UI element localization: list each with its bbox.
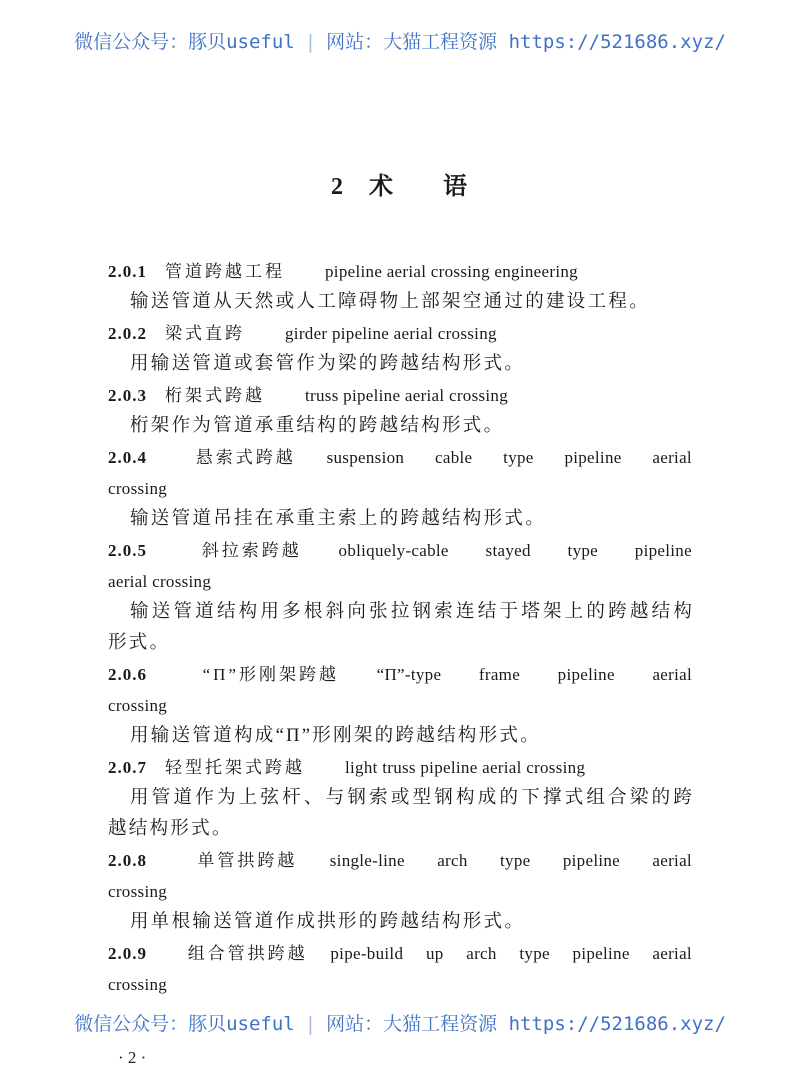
definition-char: 构: [673, 602, 692, 622]
term-heading: [108, 380, 692, 411]
term-entry: [108, 535, 692, 659]
definition-char: 多: [282, 602, 301, 622]
term-english: girder pipeline aerial crossing: [285, 324, 497, 343]
term-english-continued: crossing: [108, 696, 168, 715]
definition-char: 管: [151, 788, 171, 808]
definition-char: 弦: [260, 788, 279, 808]
term-definition: 用输送管道或套管作为梁的跨越结构形式。: [130, 354, 526, 374]
term-definition: [108, 597, 692, 628]
definition-char: 用: [130, 788, 149, 808]
definition-char: 的: [499, 788, 518, 808]
definition-char: 塔: [521, 602, 540, 622]
term-entry: [108, 442, 692, 535]
definition-char: 的: [651, 788, 671, 808]
definition-char: 组: [586, 788, 605, 808]
watermark-bottom: [0, 1012, 800, 1036]
definition-char: 式: [564, 788, 584, 808]
term-definition: 输送管道吊挂在承重主索上的跨越结构形式。: [130, 509, 547, 529]
term-english-word: pipeline: [634, 541, 692, 560]
term-heading: [108, 752, 692, 783]
term-chinese: 梁式直跨: [165, 324, 245, 343]
term-english-word: pipeline: [557, 665, 615, 684]
definition-char: 型: [412, 788, 432, 808]
term-english-word: cable: [435, 448, 473, 467]
term-chinese: 斜拉索跨越: [201, 541, 302, 560]
term-definition: 桁架作为管道承重结构的跨越结构形式。: [130, 416, 505, 436]
term-english: pipeline aerial crossing engineering: [325, 262, 578, 281]
term-english-word: aerial: [652, 448, 692, 467]
watermark-text: 网站：大猫工程资源 https://521686.xyz/: [326, 1013, 726, 1035]
watermark-text: 微信公众号：豚贝useful: [74, 1013, 295, 1035]
term-heading: [108, 318, 692, 349]
term-number: 2.0.6: [108, 665, 147, 684]
term-english-word: type: [567, 541, 599, 560]
definition-char: 或: [390, 788, 410, 808]
term-chinese: 单管拱跨越: [197, 851, 298, 870]
definition-char: 索: [369, 788, 388, 808]
term-heading: [108, 442, 692, 473]
term-heading: [108, 845, 692, 876]
definition-char: 撑: [542, 788, 562, 808]
term-english-word: obliquely-cable: [338, 541, 449, 560]
definition-char: 构: [238, 602, 258, 622]
definition-char: 结: [216, 602, 236, 622]
term-number: 2.0.3: [108, 386, 147, 405]
definition-char: 索: [434, 602, 453, 622]
term-english-word: suspension: [326, 448, 405, 467]
definition-char: 连: [456, 602, 475, 622]
definition-char: 上: [238, 788, 258, 808]
definition-char: 根: [303, 602, 323, 622]
term-entry: [108, 380, 692, 442]
term-english-word: type: [500, 851, 531, 870]
term-definition: 输送管道从天然或人工障碍物上部架空通过的建设工程。: [130, 292, 651, 312]
definition-char: 的: [586, 602, 605, 622]
definition-char: 斜: [325, 602, 345, 622]
definition-char: 梁: [629, 788, 649, 808]
term-chinese: 桁架式跨越: [165, 386, 265, 405]
chapter-number: 2: [331, 174, 345, 200]
definition-char: 于: [499, 602, 518, 622]
term-heading: [108, 256, 692, 287]
term-english-word: up: [425, 944, 444, 963]
definition-char: 跨: [673, 788, 692, 808]
definition-char: 跨: [608, 602, 627, 622]
definition-char: 结: [477, 602, 497, 622]
definition-char: 拉: [390, 602, 410, 622]
term-number: 2.0.7: [108, 758, 147, 777]
definition-char: 越: [629, 602, 649, 622]
definition-char: 用: [260, 602, 279, 622]
definition-char: 道: [195, 602, 214, 622]
definition-char: 钢: [434, 788, 453, 808]
term-english-word: pipe-build: [330, 944, 404, 963]
definition-char: 上: [564, 602, 584, 622]
term-english-word: type: [503, 448, 534, 467]
term-entry: [108, 938, 692, 1000]
term-english-word: single-line: [329, 851, 405, 870]
term-number: 2.0.8: [108, 851, 147, 870]
term-english-word: pipeline: [572, 944, 630, 963]
term-number: 2.0.2: [108, 324, 147, 343]
definition-char: 架: [542, 602, 562, 622]
definition-char: 钢: [347, 788, 366, 808]
term-definition: 形式。: [108, 633, 171, 653]
definition-char: 向: [347, 602, 366, 622]
term-english-word: “Π”-type: [376, 665, 442, 684]
term-chinese: “Π”形刚架跨越: [202, 665, 339, 684]
definition-char: 成: [477, 788, 497, 808]
definition-char: 构: [456, 788, 475, 808]
term-entry: [108, 845, 692, 938]
term-english: truss pipeline aerial crossing: [305, 386, 509, 405]
term-english-continued: crossing: [108, 975, 168, 994]
term-english-word: aerial: [652, 665, 692, 684]
definition-char: 结: [651, 602, 671, 622]
term-definition: 越结构形式。: [108, 819, 233, 839]
definition-char: 管: [173, 602, 192, 622]
term-heading: [108, 535, 692, 566]
chapter-title-char: 语: [443, 174, 469, 200]
term-english-word: aerial: [652, 851, 692, 870]
chapter-title-char: 术: [369, 174, 395, 200]
term-english-continued: crossing: [108, 882, 168, 901]
term-number: 2.0.1: [108, 262, 147, 281]
definition-char: 杆: [282, 788, 301, 808]
term-entry: [108, 318, 692, 380]
term-chinese: 悬索式跨越: [195, 448, 296, 467]
term-definition: [108, 783, 692, 814]
definition-char: 为: [216, 788, 236, 808]
term-entry: [108, 752, 692, 845]
term-number: 2.0.4: [108, 448, 147, 467]
definition-char: 、: [303, 788, 323, 808]
watermark-top: [0, 30, 800, 54]
definition-char: 张: [369, 602, 388, 622]
chapter-title: [0, 166, 800, 201]
term-english: light truss pipeline aerial crossing: [345, 758, 586, 777]
term-english-word: type: [519, 944, 550, 963]
definition-char: 送: [151, 602, 171, 622]
definition-char: 合: [608, 788, 627, 808]
term-definition: 用输送管道构成“Π”形刚架的跨越结构形式。: [130, 726, 542, 746]
definition-char: 道: [173, 788, 192, 808]
definition-char: 下: [521, 788, 540, 808]
term-english-word: frame: [478, 665, 521, 684]
term-english-word: arch: [466, 944, 497, 963]
term-entry: [108, 256, 692, 318]
definition-char: 钢: [412, 602, 432, 622]
term-english-continued: aerial crossing: [108, 572, 212, 591]
term-english-word: pipeline: [564, 448, 622, 467]
term-english-word: stayed: [485, 541, 531, 560]
term-chinese: 管道跨越工程: [165, 262, 285, 281]
term-english-word: pipeline: [562, 851, 621, 870]
definition-char: 输: [130, 602, 149, 622]
term-english-continued: crossing: [108, 479, 168, 498]
watermark-separator: |: [304, 31, 317, 53]
term-number: 2.0.5: [108, 541, 147, 560]
term-heading: [108, 938, 692, 969]
watermark-text: 网站：大猫工程资源 https://521686.xyz/: [326, 31, 726, 53]
definition-char: 作: [195, 788, 214, 808]
term-chinese: 组合管拱跨越: [187, 944, 308, 963]
term-heading: [108, 659, 692, 690]
term-english-word: arch: [437, 851, 468, 870]
terms-list: [108, 256, 692, 1000]
definition-char: 与: [325, 788, 345, 808]
watermark-separator: |: [304, 1013, 317, 1035]
term-definition: 用单根输送管道作成拱形的跨越结构形式。: [130, 912, 526, 932]
term-chinese: 轻型托架式跨越: [165, 758, 305, 777]
term-number: 2.0.9: [108, 944, 147, 963]
term-entry: [108, 659, 692, 752]
watermark-text: 微信公众号：豚贝useful: [74, 31, 295, 53]
term-english-word: aerial: [652, 944, 692, 963]
page-number: · 2 ·: [118, 1048, 147, 1067]
